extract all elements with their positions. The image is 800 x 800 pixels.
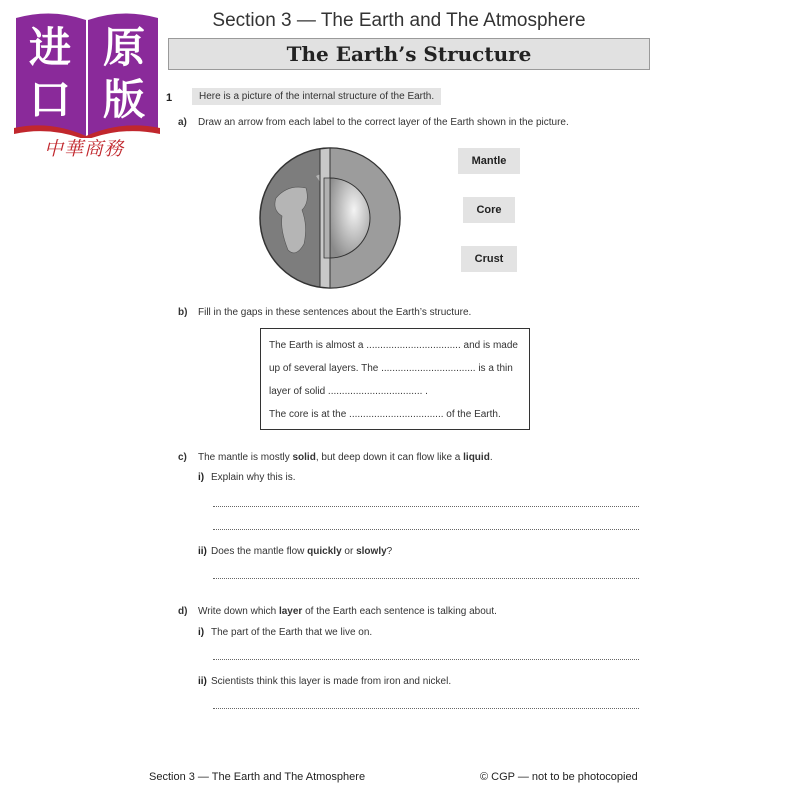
question-intro: Here is a picture of the internal structure of the Earth. [192,88,441,105]
bold-quickly: quickly [307,546,342,557]
part-a-label: a) [178,117,187,128]
part-c-i-text: Explain why this is. [211,472,296,483]
part-b-text: Fill in the gaps in these sentences about the Earth’s structure. [198,307,472,318]
part-c-ii-text: Does the mantle flow quickly or slowly? [211,546,393,557]
gap-sentence-1: The Earth is almost a .................................. and is made [269,340,518,351]
part-d-ii-text: Scientists think this layer is made from iron and nickel. [211,676,452,687]
part-d-ii-label: ii) [198,676,207,687]
part-d-label: d) [178,606,188,617]
part-d-text: Write down which layer of the Earth each sentence is talking about. [198,606,497,617]
fill-in-gaps-box [260,328,530,430]
answer-line[interactable] [213,659,639,660]
label-mantle: Mantle [458,148,520,174]
logo-char-yuan: 原 [102,23,146,72]
part-c-ii-label: ii) [198,546,207,557]
part-d-i-text: The part of the Earth that we live on. [211,627,373,638]
footer-section: Section 3 — The Earth and The Atmosphere [149,771,366,783]
publisher-logo [14,10,160,138]
bold-liquid: liquid [463,452,490,463]
page-title: The Earth’s Structure [286,42,532,66]
logo-subtitle: 中華商務 [44,138,125,160]
logo-char-jin: 进 [28,23,72,72]
title-bar [168,38,650,70]
footer-copyright: © CGP — not to be photocopied [480,771,638,783]
answer-line[interactable] [213,578,639,579]
answer-line[interactable] [213,506,639,507]
answer-line[interactable] [213,529,639,530]
part-d-i-label: i) [198,627,205,638]
part-b-label: b) [178,307,188,318]
part-c-text: The mantle is mostly solid, but deep down it can flow like a liquid. [198,452,493,463]
question-number: 1 [166,92,173,104]
part-c-i-label: i) [198,472,205,483]
label-crust: Crust [461,246,517,272]
bold-solid: solid [292,452,316,463]
earth-structure-diagram [258,146,403,291]
part-a-text: Draw an arrow from each label to the correct layer of the Earth shown in the picture. [198,117,569,128]
answer-line[interactable] [213,708,639,709]
section-heading: Section 3 — The Earth and The Atmosphere [212,10,586,31]
label-core: Core [463,197,515,223]
gap-sentence-3: layer of solid .................................. . [269,386,428,397]
logo-char-ban: 版 [102,75,146,124]
bold-layer: layer [278,606,303,617]
bold-slowly: slowly [356,546,387,557]
logo-char-kou: 口 [28,75,72,124]
gap-sentence-2: up of several layers. The .................................. is a thin [269,363,513,374]
gap-sentence-4: The core is at the .................................. of the Earth. [269,409,501,420]
part-c-label: c) [178,452,187,463]
